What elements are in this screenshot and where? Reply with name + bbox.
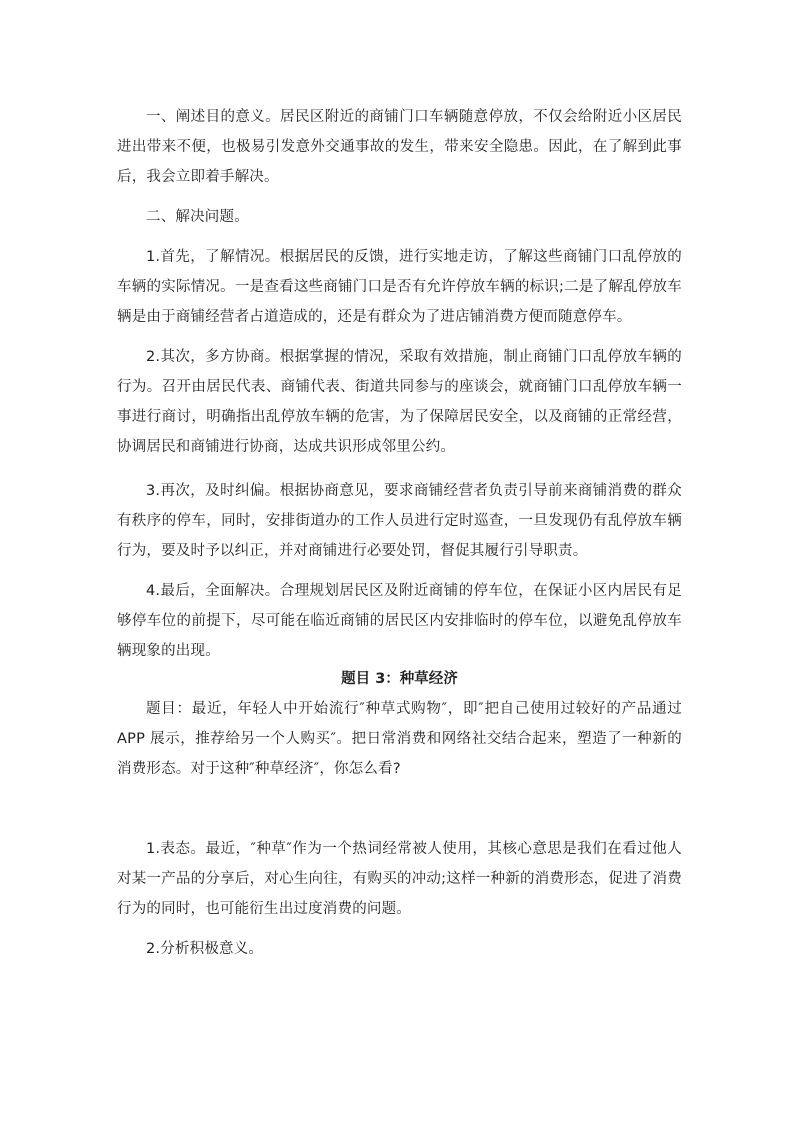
paragraph-step-4: 4.最后，全面解决。合理规划居民区及附近商铺的停车位，在保证小区内居民有足够停车位的前提下，尽可能在临近商铺的居民区内安排临时的停车位，以避免乱停放车辆现象的出现。 (117, 583, 682, 659)
paragraph-purpose: 一、阐述目的意义。居民区附近的商铺门口车辆随意停放，不仅会给附近小区居民进出带来不便，也极易引发意外交通事故的发生，带来安全隐患。因此，在了解到此事后，我会立即着手解决。 (117, 109, 682, 185)
section-title: 题目 3：种草经济 (341, 671, 458, 687)
paragraph-step-2: 2.其次，多方协商。根据掌握的情况，采取有效措施，制止商铺门口乱停放车辆的行为。召开由居民代表、商铺代表、街道共同参与的座谈会，就商铺门口乱停放车辆一事进行商讨，明确指出乱停放车辆的危害，为了保障居民安全，以及商铺的正常经营，协调居民和商铺进行协商，达成共识形成邻里公约。 (117, 349, 682, 455)
question-paragraph: 题目：最近，年轻人中开始流行″种草式购物″，即″把自己使用过较好的产品通过 APP 展示，推荐给另一个人购买″。把日常消费和网络社交结合起来，塑造了一种新的消费形态。对于这种″种草经济″，你怎么看? (117, 701, 682, 777)
answer-paragraph-2: 2.分析积极意义。 (146, 941, 264, 957)
paragraph-solve-heading: 二、解决问题。 (146, 209, 249, 225)
answer-paragraph-1: 1.表态。最近，″种草″作为一个热词经常被人使用，其核心意思是我们在看过他人对某一产品的分享后，对心生向往，有购买的冲动;这样一种新的消费形态，促进了消费行为的同时，也可能衍生出过度消费的问题。 (117, 841, 682, 917)
paragraph-step-1: 1.首先，了解情况。根据居民的反馈，进行实地走访，了解这些商铺门口乱停放的车辆的实际情况。一是查看这些商铺门口是否有允许停放车辆的标识;二是了解乱停放车辆是由于商铺经营者占道造成的，还是有群众为了进店铺消费方便而随意停车。 (117, 249, 682, 325)
paragraph-step-3: 3.再次，及时纠偏。根据协商意见，要求商铺经营者负责引导前来商铺消费的群众有秩序的停车，同时，安排街道办的工作人员进行定时巡查，一旦发现仍有乱停放车辆行为，要及时予以纠正，并对商铺进行必要处罚，督促其履行引导职责。 (117, 483, 682, 559)
